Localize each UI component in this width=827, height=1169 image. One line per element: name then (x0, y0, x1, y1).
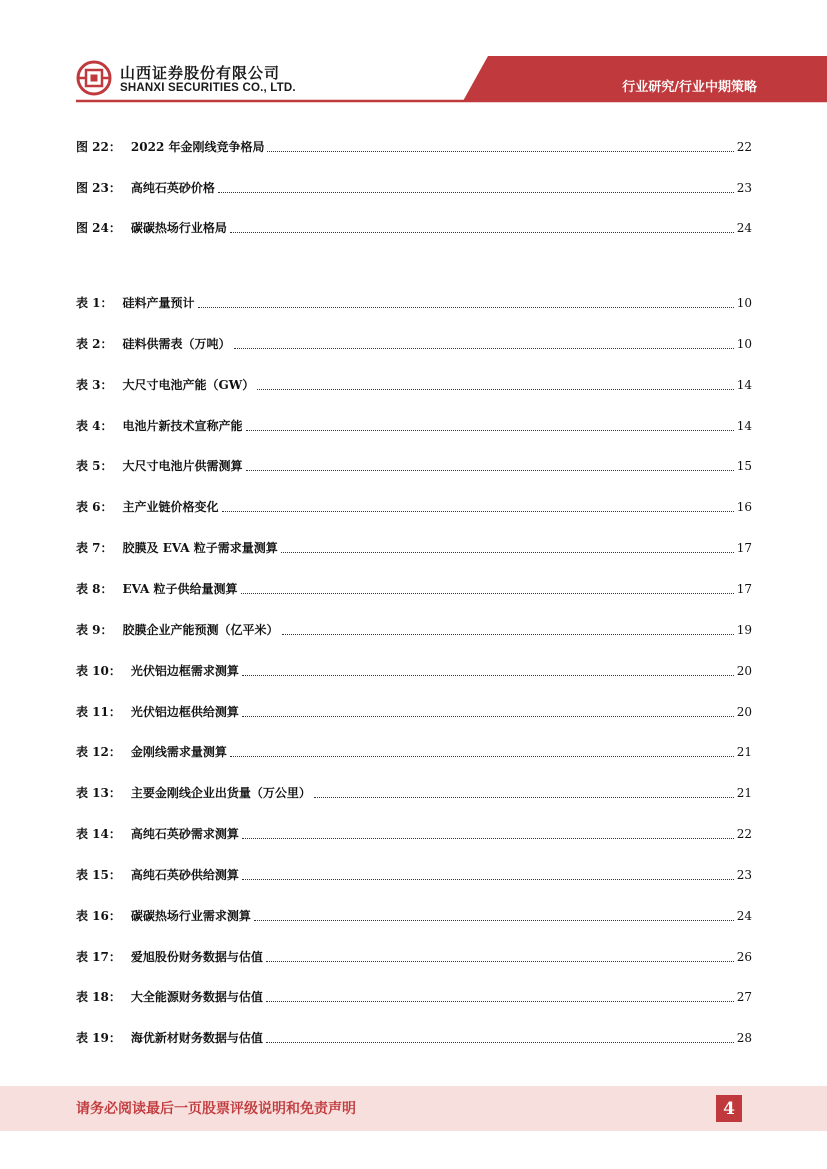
toc-label: 表 4： (76, 419, 113, 433)
toc-label: 表 10： (76, 664, 121, 678)
toc-leader (266, 1000, 734, 1002)
toc-entry[interactable] (76, 988, 752, 1006)
toc-label: 表 6： (76, 500, 113, 514)
disclaimer-note: 请务必阅读最后一页股票评级说明和免责声明 (76, 1101, 356, 1117)
toc-leader (257, 388, 733, 390)
toc-entry[interactable] (76, 621, 752, 639)
toc-label: 表 1： (76, 296, 113, 310)
toc-label: 表 5： (76, 459, 113, 473)
page-footer (0, 1086, 827, 1131)
toc-page: 10 (736, 337, 752, 351)
toc-entry[interactable] (76, 335, 752, 353)
toc-title: 金刚线需求量测算 (130, 745, 227, 759)
toc-label: 表 14： (76, 827, 121, 841)
toc-title: 2022 年金刚线竞争格局 (130, 140, 265, 154)
toc-entry[interactable] (76, 948, 752, 966)
toc-title: 海优新材财务数据与估值 (130, 1031, 263, 1045)
toc-leader (242, 878, 734, 880)
toc-page: 20 (736, 664, 752, 678)
toc-page: 28 (736, 1031, 752, 1045)
company-name-cn: 山西证券股份有限公司 (120, 64, 281, 82)
toc-title: 光伏铝边框需求测算 (130, 664, 239, 678)
toc-page: 21 (736, 745, 752, 759)
toc-leader (282, 633, 734, 635)
toc-label: 表 7： (76, 541, 113, 555)
toc-entry[interactable] (76, 219, 752, 237)
toc-label: 表 17： (76, 950, 121, 964)
toc-title: 爱旭股份财务数据与估值 (130, 950, 263, 964)
toc-page: 19 (736, 623, 752, 637)
toc-page: 24 (736, 221, 752, 235)
toc-page: 23 (736, 868, 752, 882)
toc-page: 21 (736, 786, 752, 800)
toc-leader (254, 919, 734, 921)
toc-leader (266, 1041, 734, 1043)
toc-leader (241, 592, 734, 594)
toc-title: 胶膜企业产能预测（亿平米） (122, 623, 279, 637)
toc-page: 23 (736, 181, 752, 195)
toc-leader (218, 191, 734, 193)
toc-leader (230, 231, 734, 233)
toc-label: 表 19： (76, 1031, 121, 1045)
page-number: 4 (716, 1095, 742, 1122)
toc-leader (267, 150, 733, 152)
toc-page: 22 (736, 827, 752, 841)
toc-entry[interactable] (76, 179, 752, 197)
toc-entry[interactable] (76, 539, 752, 557)
toc-entry[interactable] (76, 417, 752, 435)
toc-entry[interactable] (76, 703, 752, 721)
toc-label: 表 8： (76, 582, 113, 596)
toc-title: 碳碳热场行业需求测算 (130, 909, 251, 923)
toc-title: EVA 粒子供给量测算 (122, 582, 238, 596)
toc-label: 图 23： (76, 181, 121, 195)
toc-title: 高纯石英砂供给测算 (130, 868, 239, 882)
toc-leader (198, 306, 734, 308)
toc-entry[interactable] (76, 907, 752, 925)
toc-page: 17 (736, 541, 752, 555)
toc-title: 大全能源财务数据与估值 (130, 990, 263, 1004)
toc-title: 高纯石英砂需求测算 (130, 827, 239, 841)
toc-entry[interactable] (76, 662, 752, 680)
toc-page: 14 (736, 378, 752, 392)
toc-entry[interactable] (76, 580, 752, 598)
report-type: 行业研究/行业中期策略 (622, 80, 757, 95)
shanxi-securities-logo-icon (76, 60, 112, 96)
toc-title: 主要金刚线企业出货量（万公里） (130, 786, 311, 800)
toc-page: 10 (736, 296, 752, 310)
toc-label: 表 12： (76, 745, 121, 759)
toc-entry[interactable] (76, 784, 752, 802)
toc-page: 16 (736, 500, 752, 514)
toc-entry[interactable] (76, 457, 752, 475)
toc-page: 15 (736, 459, 752, 473)
toc-leader (266, 960, 734, 962)
toc-leader (242, 674, 734, 676)
toc-leader (246, 429, 734, 431)
toc-entry[interactable] (76, 138, 752, 156)
toc-label: 表 9： (76, 623, 113, 637)
toc-label: 图 24： (76, 221, 121, 235)
toc-page: 27 (736, 990, 752, 1004)
toc-entry[interactable] (76, 376, 752, 394)
toc-title: 硅料供需表（万吨） (122, 337, 231, 351)
toc-entry[interactable] (76, 1029, 752, 1047)
toc-leader (314, 796, 734, 798)
toc-page: 14 (736, 419, 752, 433)
toc-entry[interactable] (76, 498, 752, 516)
toc-label: 表 15： (76, 868, 121, 882)
toc-title: 硅料产量预计 (122, 296, 195, 310)
toc-title: 碳碳热场行业格局 (130, 221, 227, 235)
toc-title: 高纯石英砂价格 (130, 181, 215, 195)
toc-leader (281, 551, 734, 553)
toc-leader (234, 347, 734, 349)
toc-label: 表 2： (76, 337, 113, 351)
toc-page: 20 (736, 705, 752, 719)
toc-entry[interactable] (76, 866, 752, 884)
toc-title: 光伏铝边框供给测算 (130, 705, 239, 719)
toc-page: 22 (736, 140, 752, 154)
company-name-en: SHANXI SECURITIES CO., LTD. (120, 82, 296, 94)
toc-title: 电池片新技术宣称产能 (122, 419, 243, 433)
toc-page: 26 (736, 950, 752, 964)
toc-title: 大尺寸电池产能（GW） (122, 378, 255, 392)
toc-label: 图 22： (76, 140, 121, 154)
toc-title: 大尺寸电池片供需测算 (122, 459, 243, 473)
page-header (0, 0, 827, 110)
toc-page: 24 (736, 909, 752, 923)
toc-leader (242, 715, 734, 717)
toc-entry[interactable] (76, 825, 752, 843)
toc-entry[interactable] (76, 294, 752, 312)
toc-label: 表 13： (76, 786, 121, 800)
toc-leader (222, 510, 734, 512)
toc-leader (242, 837, 734, 839)
toc-label: 表 16： (76, 909, 121, 923)
toc-label: 表 11： (76, 705, 121, 719)
toc-title: 胶膜及 EVA 粒子需求量测算 (122, 541, 278, 555)
toc-label: 表 3： (76, 378, 113, 392)
toc-entry[interactable] (76, 743, 752, 761)
toc-leader (230, 755, 734, 757)
toc-title: 主产业链价格变化 (122, 500, 219, 514)
toc-page: 17 (736, 582, 752, 596)
toc-label: 表 18： (76, 990, 121, 1004)
toc-leader (246, 469, 734, 471)
